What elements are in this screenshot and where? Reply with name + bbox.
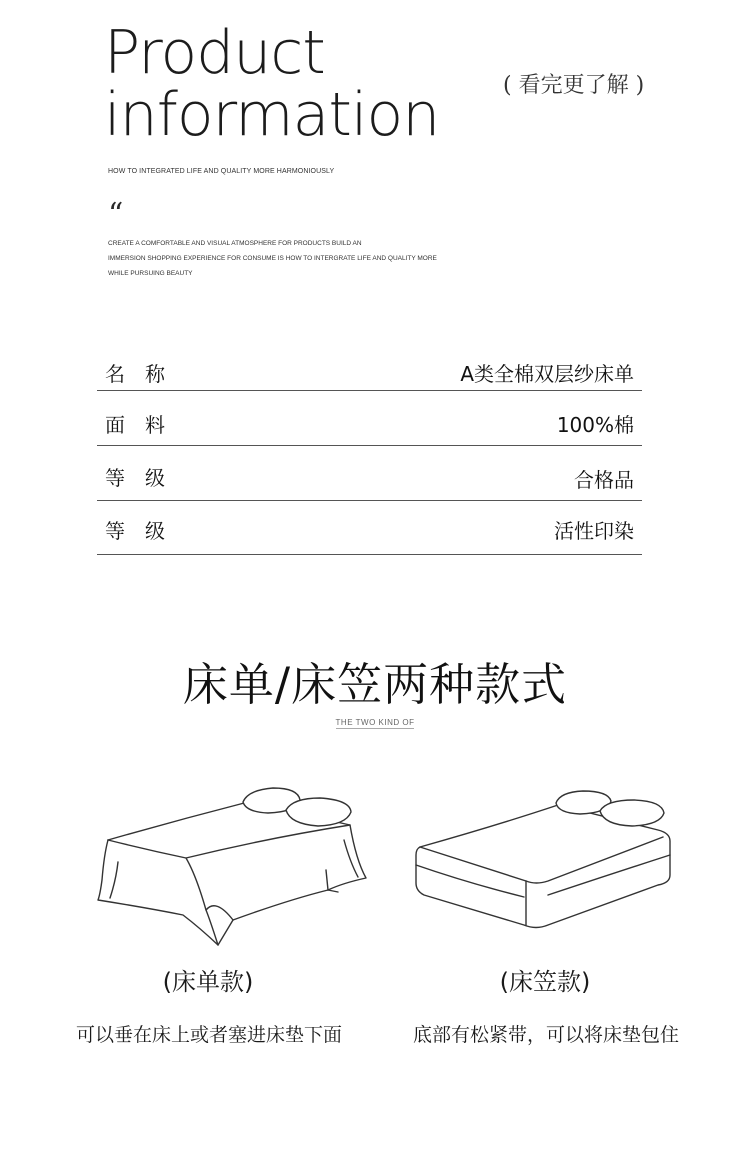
title-line-1: Product: [104, 18, 325, 88]
fitted-sheet-bed-icon: [408, 785, 693, 935]
quote-line: WHILE PURSUING BEAUTY: [108, 270, 193, 277]
spec-value: 活性印染: [554, 519, 634, 543]
spec-label: 面料: [105, 413, 185, 437]
page-title: [104, 18, 440, 150]
spec-value: 100%棉: [556, 413, 634, 437]
spec-row: [97, 346, 642, 391]
fitted-sheet-label: (床笠款): [499, 968, 591, 996]
quote-icon: “: [108, 197, 124, 232]
flat-sheet-description: 可以垂在床上或者塞进床垫下面: [75, 1024, 342, 1046]
flat-sheet-label: (床单款): [162, 968, 254, 996]
tagline: HOW TO INTEGRATED LIFE AND QUALITY MORE HARMONIOUSLY: [108, 168, 335, 175]
spec-label: 等级: [105, 466, 185, 490]
spec-label: 名称: [105, 362, 185, 386]
spec-row: [97, 501, 642, 555]
title-line-2: information: [104, 80, 440, 150]
section-title: 床单/床笠两种款式: [182, 658, 568, 711]
spec-label: 等级: [105, 519, 185, 543]
section-subtitle: THE TWO KIND OF: [335, 718, 415, 727]
spec-table: [97, 346, 642, 555]
spec-value: 合格品: [574, 468, 634, 492]
quote-text: [108, 236, 488, 281]
quote-line: CREATE A COMFORTABLE AND VISUAL ATMOSPHERE FOR PRODUCTS BUILD AN: [108, 240, 362, 247]
quote-line: IMMERSION SHOPPING EXPERIENCE FOR CONSUME IS HOW TO INTERGRATE LIFE AND QUALITY MORE: [108, 255, 437, 262]
spec-value: A类全棉双层纱床单: [460, 362, 634, 386]
spec-row: [97, 446, 642, 501]
read-more-note: ( 看完更了解 ): [503, 73, 645, 98]
flat-sheet-bed-icon: [88, 780, 378, 955]
spec-row: [97, 391, 642, 446]
fitted-sheet-description: 底部有松紧带，可以将床垫包住: [412, 1024, 679, 1046]
